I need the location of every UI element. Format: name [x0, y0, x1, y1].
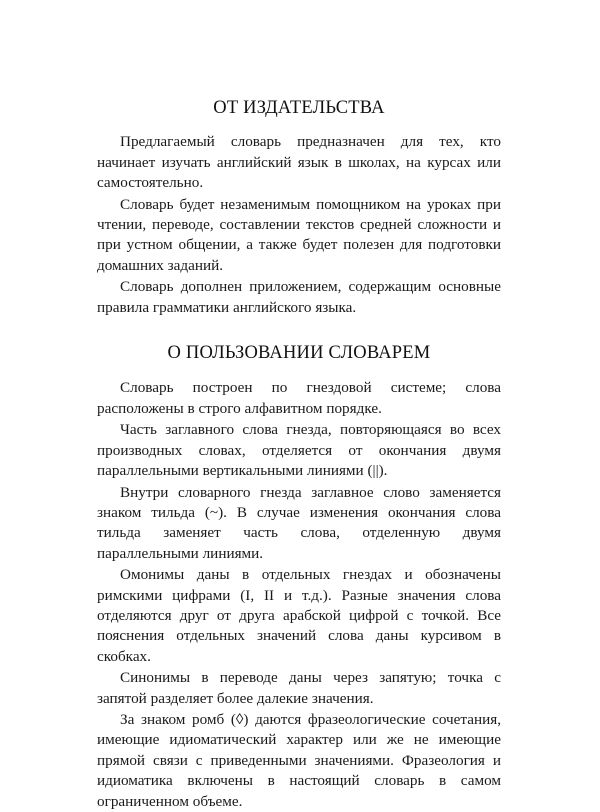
section-title-dictionary-usage: О ПОЛЬЗОВАНИИ СЛОВАРЕМ	[167, 343, 431, 364]
section-title-from-publisher: ОТ ИЗДАТЕЛЬСТВА	[213, 98, 385, 118]
paragraph: Часть заглавного слова гнезда, повторяющаяся во всех производных словах, отделяется от окончания двумя параллельными вертикальными линиями (||).	[97, 421, 501, 480]
text-column	[97, 90, 501, 812]
paragraph: Предлагаемый словарь предназначен для тех, кто начинает изучать английский язык в школах, на курсах или самостоятельно.	[97, 133, 501, 192]
paragraph: Словарь дополнен приложением, содержащим основные правила грамматики английского языка.	[97, 278, 501, 316]
paragraph: Синонимы в переводе даны через запятую; точка с запятой разделяет более далекие значения.	[97, 669, 501, 707]
paragraph: Словарь построен по гнездовой системе; слова расположены в строго алфавитном порядке.	[97, 379, 501, 417]
paragraph: Омонимы даны в отдельных гнездах и обозначены римскими цифрами (I, II и т.д.). Разные значения слова отделяются друг от друга арабской цифрой с точкой. Все пояснения отдельных значений слова даны курсивом в скобках.	[97, 566, 501, 665]
paragraph: За знаком ромб (◊) даются фразеологические сочетания, имеющие идиоматический характер или же не имеющие прямой связи с приведенными значениями. Фразеология и идиоматика включены в настоящий словарь в самом ограниченном объеме.	[97, 710, 501, 810]
paragraph: Внутри словарного гнезда заглавное слово заменяется знаком тильда (~). В случае изменения окончания слова тильда заменяет часть слова, отделенную двумя параллельными линиями.	[97, 483, 501, 562]
paragraph: Словарь будет незаменимым помощником на уроках при чтении, переводе, составлении текстов средней сложности и при устном общении, а также будет полезен для подготовки домашних заданий.	[97, 195, 501, 274]
